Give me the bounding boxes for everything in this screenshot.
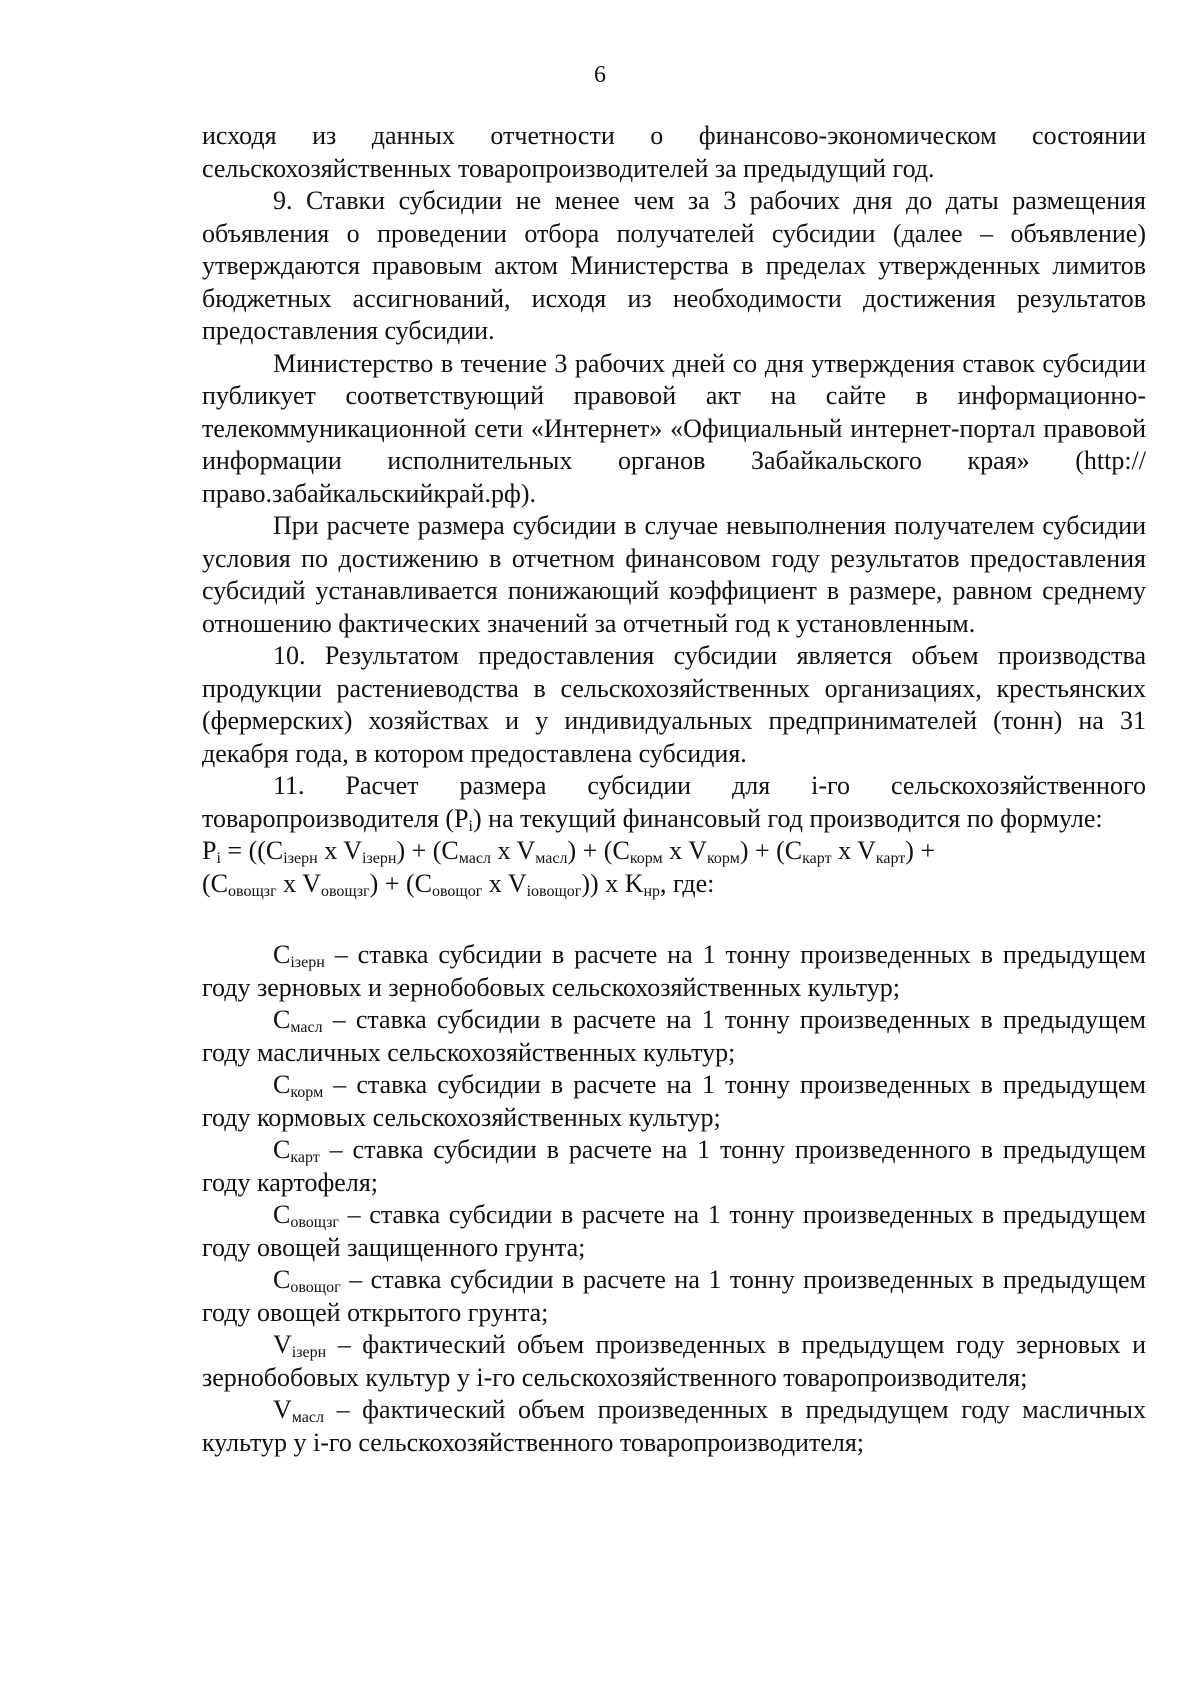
definition-item: $C_{масл}$ – ставка субсидии в расчете на 1 тонну произведенных в предыдущем году масличных сельскохозяйственных культур; xyxy=(202,1005,1146,1067)
formula-line-2: ($C_{овощзг}$ x $V_{овощзг}) + (C_{овощог}$ x $V_{iовощог}$)) x $K_{нр}$, где: xyxy=(202,868,715,900)
definition-item: $C_{карт}$ – ставка субсидии в расчете на 1 тонну произведенного в предыдущем году картофеля; xyxy=(202,1135,1146,1197)
definition-item: $V_{iзерн}$ – фактический объем произведенных в предыдущем году зерновых и зернобобовых культур у i-го сельскохозяйственного товаропроизводителя; xyxy=(202,1330,1146,1392)
definitions-list xyxy=(202,939,1146,1459)
document-body xyxy=(202,120,1146,1459)
paragraph-item-11: 11. Расчет размера субсидии для i-го сельскохозяйственного товаропроизводителя $(P_i)$ на текущий финансовый год производится по формуле: xyxy=(202,771,1146,835)
page-number: 6 xyxy=(594,62,606,88)
definition-item: $V_{масл}$ – фактический объем произведенных в предыдущем году масличных культур у i-го сельскохозяйственного товаропроизводителя; xyxy=(202,1395,1146,1457)
definition-item: $C_{iзерн}$ – ставка субсидии в расчете на 1 тонну произведенных в предыдущем году зерновых и зернобобовых сельскохозяйственных культур; xyxy=(202,940,1146,1002)
paragraph-publication: Министерство в течение 3 рабочих дней со дня утверждения ставок субсидии публикует соответствующий правовой акт на сайте в информационно-телекоммуникационной сети «Интернет» «Официальный интернет-портал правовой информации исполнительных органов Забайкальского края» (http://право.забайкальскийкрай.рф). xyxy=(202,348,1146,508)
paragraph-coefficient: При расчете размера субсидии в случае невыполнения получателем субсидии условия по достижению в отчетном финансовом году результатов предоставления субсидий устанавливается понижающий коэффициент в размере, равном среднему отношению фактических значений за отчетный год к установленным. xyxy=(202,511,1146,638)
paragraph-item-9: 9. Ставки субсидии не менее чем за 3 рабочих дня до даты размещения объявления о проведении отбора получателей субсидии (далее – объявление) утверждаются правовым актом Министерства в пределах утвержденных лимитов бюджетных ассигнований, исходя из необходимости достижения результатов предоставления субсидии. xyxy=(202,186,1146,345)
paragraph-continuation: исходя из данных отчетности о финансово-экономическом состоянии сельскохозяйственных товаропроизводителей за предыдущий год. xyxy=(202,121,1146,183)
definition-item: $C_{овощог}$ – ставка субсидии в расчете на 1 тонну произведенных в предыдущем году овощей открытого грунта; xyxy=(202,1265,1146,1327)
paragraph-item-10: 10. Результатом предоставления субсидии является объем производства продукции растениеводства в сельскохозяйственных организациях, крестьянских (фермерских) хозяйствах и у индивидуальных предпринимателей (тонн) на 31 декабря года, в котором предоставлена субсидия. xyxy=(202,641,1146,768)
definition-item: $C_{овощзг}$ – ставка субсидии в расчете на 1 тонну произведенных в предыдущем году овощей защищенного грунта; xyxy=(202,1200,1146,1262)
definition-item: $C_{корм}$ – ставка субсидии в расчете на 1 тонну произведенных в предыдущем году кормовых сельскохозяйственных культур; xyxy=(202,1070,1146,1132)
formula-line-1: $P_i = ((C_{iзерн}$ x $V_{iзерн}) + (C_{масл}$ x $V_{масл}) + (C_{корм}$ x $V_{корм}) + (C_{карт}$ x $V_{карт}$) + xyxy=(202,836,936,867)
